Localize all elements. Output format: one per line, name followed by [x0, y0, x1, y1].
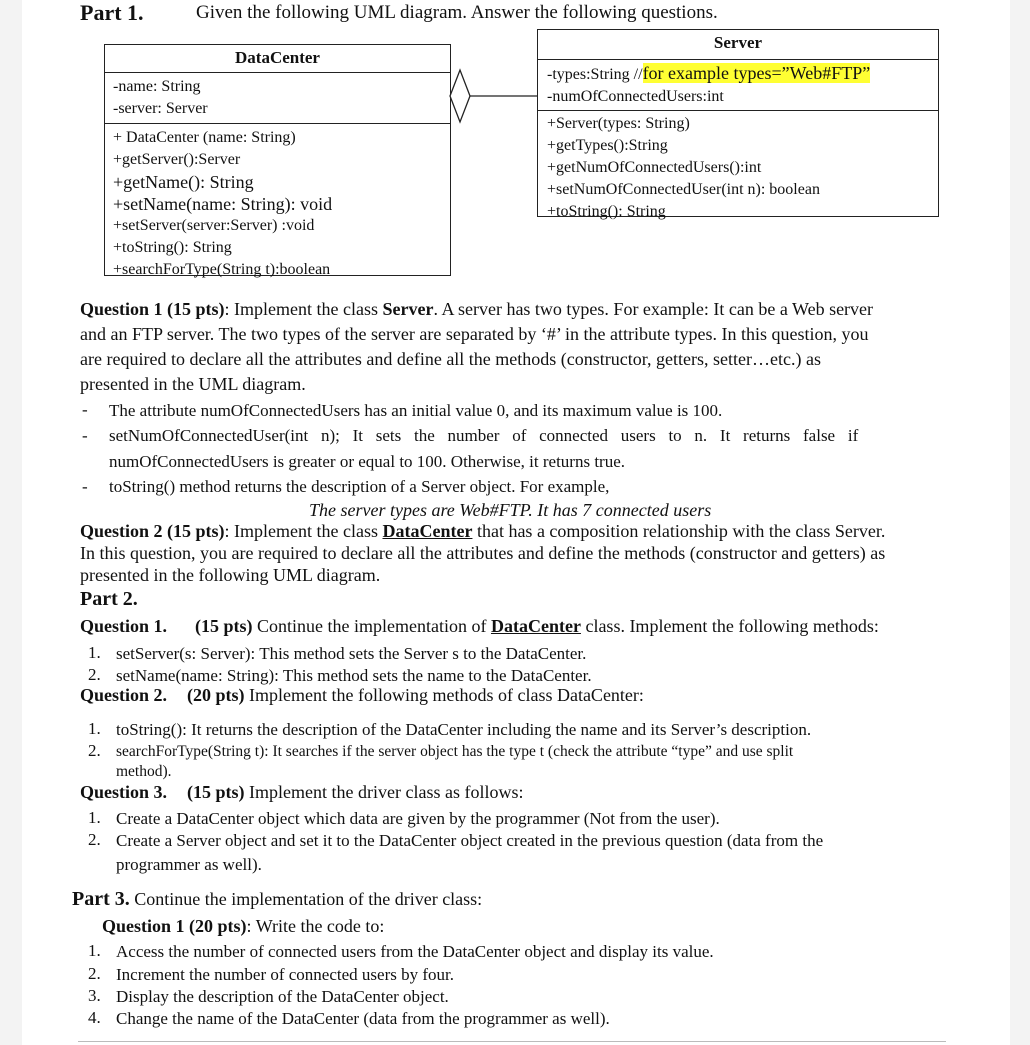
uml-server-op: +getNumOfConnectedUsers():int — [547, 159, 762, 176]
bullet-set-users-line1: setNumOfConnectedUser(int n); It sets the number of connected users to n. It returns false if — [109, 426, 859, 445]
part2-q1-text-c: class. Implement the following methods: — [580, 616, 879, 636]
q2-text-c: that has a composition relationship with the class Server. — [472, 521, 886, 541]
q2-text-a: : Implement the class — [224, 521, 383, 541]
list-number: 1. — [88, 719, 101, 738]
question1-line: are required to declare all the attributes and define all the methods (constructor, getters, setter…etc.) as — [80, 349, 821, 369]
part3-item: Access the number of connected users from the DataCenter object and display its value. — [116, 942, 714, 961]
part3-q1-label: Question 1 (20 pts) — [102, 916, 247, 936]
uml-class-server — [537, 29, 939, 220]
part3-label: Part 3. — [72, 888, 130, 910]
uml-datacenter-title: DataCenter — [105, 45, 450, 73]
uml-datacenter-op: +toString(): String — [113, 239, 232, 256]
part2-q3-heading — [80, 782, 523, 803]
part3-heading — [72, 888, 482, 911]
uml-datacenter-op: + DataCenter (name: String) — [113, 129, 296, 146]
list-number: 2. — [88, 665, 101, 684]
part2-q2-item: searchForType(String t): It searches if the server object has the type t (check the attribute “type” and use split — [116, 743, 794, 760]
uml-datacenter-op: +setServer(server:Server) :void — [113, 217, 315, 234]
question2-line: presented in the following UML diagram. — [80, 565, 381, 585]
part3-q1-text: : Write the code to: — [246, 916, 385, 936]
list-number: 1. — [88, 941, 101, 960]
uml-server-types-example: for example types=”Web#FTP” — [642, 63, 871, 83]
list-number: 2. — [88, 964, 101, 983]
part2-q2-pts: (20 pts) — [187, 685, 245, 705]
list-number: 2. — [88, 830, 101, 849]
part3-item: Display the description of the DataCenter object. — [116, 987, 449, 1006]
bullet-dash: - — [82, 477, 88, 496]
list-number: 3. — [88, 986, 101, 1005]
part2-q3-text: Implement the driver class as follows: — [244, 782, 524, 802]
part2-heading: Part 2. — [80, 588, 138, 610]
q1-text-c: . A server has two types. For example: It can be a Web server — [433, 299, 874, 319]
q1-text-a: : Implement the class — [224, 299, 383, 319]
part2-q1-pts: (15 pts) — [195, 616, 253, 636]
question1-line: presented in the UML diagram. — [80, 374, 306, 394]
uml-datacenter-op: +setName(name: String): void — [113, 194, 333, 214]
part2-q3-label: Question 3. — [80, 782, 168, 802]
uml-datacenter-attr: -name: String — [113, 78, 201, 95]
list-number: 4. — [88, 1008, 101, 1027]
part3-intro: Continue the implementation of the driver class: — [129, 889, 483, 909]
uml-server-op: +Server(types: String) — [547, 115, 690, 132]
bottom-divider — [78, 1041, 946, 1042]
part2-q3-pts: (15 pts) — [187, 782, 245, 802]
part2-q2-heading — [80, 685, 644, 706]
uml-server-op: +getTypes():String — [547, 137, 668, 154]
bullet-tostring: toString() method returns the description of a Server object. For example, — [109, 477, 610, 496]
part2-q2-item: method). — [116, 763, 172, 780]
question1-line: and an FTP server. The two types of the server are separated by ‘#’ in the attribute types. In this question, you — [80, 324, 869, 344]
uml-server-op: +setNumOfConnectedUser(int n): boolean — [547, 181, 820, 198]
part2-q1-text-a: Continue the implementation of — [252, 616, 491, 636]
q2-class-datacenter: DataCenter — [382, 521, 473, 541]
uml-datacenter-op: +searchForType(String t):boolean — [113, 261, 331, 278]
list-number: 1. — [88, 643, 101, 662]
part1-heading: Part 1. — [80, 0, 144, 25]
part2-q1-item: setName(name: String): This method sets the name to the DataCenter. — [116, 666, 592, 685]
part2-q1-heading — [80, 616, 879, 637]
uml-datacenter-attributes — [105, 73, 450, 124]
uml-server-attributes — [538, 60, 938, 111]
uml-server-attr-types-prefix: -types:String // — [547, 66, 643, 83]
question2-text — [80, 520, 950, 586]
tostring-example: The server types are Web#FTP. It has 7 connected users — [309, 500, 712, 520]
list-number: 1. — [88, 808, 101, 827]
part3-q1-heading — [102, 916, 384, 937]
part2-q1-label: Question 1. — [80, 616, 168, 636]
part2-q1-class: DataCenter — [490, 616, 581, 636]
question1-text — [80, 297, 950, 397]
part2-q2-text: Implement the following methods of class DataCenter: — [244, 685, 644, 705]
uml-datacenter-attr: -server: Server — [113, 100, 208, 117]
part3-item: Increment the number of connected users by four. — [116, 965, 454, 984]
uml-datacenter-op: +getServer():Server — [113, 151, 241, 168]
question1-label: Question 1 (15 pts) — [80, 299, 225, 319]
uml-server-attr: -numOfConnectedUsers:int — [547, 88, 724, 105]
list-number: 2. — [88, 741, 101, 760]
question2-label: Question 2 (15 pts) — [80, 521, 225, 541]
q1-class-server: Server — [382, 299, 434, 319]
question2-line: In this question, you are required to declare all the attributes and define the methods (constructor and getters) as — [80, 543, 886, 563]
part2-q2-item: toString(): It returns the description of the DataCenter including the name and its Server’s description. — [116, 720, 812, 739]
uml-server-operations — [538, 111, 938, 225]
uml-datacenter-operations — [105, 124, 450, 284]
uml-server-attr-types — [547, 62, 929, 86]
part1-intro: Given the following UML diagram. Answer the following questions. — [196, 2, 718, 23]
bullet-dash: - — [82, 426, 88, 445]
question1-line — [80, 297, 950, 322]
part2-q3-item: programmer as well). — [116, 855, 262, 874]
part2-q3-item: Create a Server object and set it to the DataCenter object created in the previous question (data from the — [116, 831, 824, 850]
part2-q2-label: Question 2. — [80, 685, 168, 705]
part2-q3-item: Create a DataCenter object which data are given by the programmer (Not from the user). — [116, 809, 720, 828]
uml-datacenter-op: +getName(): String — [113, 172, 254, 192]
part2-q1-item: setServer(s: Server): This method sets the Server s to the DataCenter. — [116, 644, 587, 663]
uml-server-title: Server — [538, 30, 938, 60]
uml-composition-connector — [449, 68, 539, 124]
bullet-dash: - — [82, 400, 88, 419]
part3-item: Change the name of the DataCenter (data from the programmer as well). — [116, 1009, 610, 1028]
uml-server-op: +toString(): String — [547, 203, 666, 220]
bullet-set-users-line2: numOfConnectedUsers is greater or equal to 100. Otherwise, it returns true. — [109, 452, 625, 471]
composition-diamond-icon — [450, 70, 470, 122]
question2-line — [80, 520, 950, 542]
uml-class-datacenter — [104, 44, 451, 276]
bullet-initial-value: The attribute numOfConnectedUsers has an initial value 0, and its maximum value is 100. — [109, 401, 723, 420]
